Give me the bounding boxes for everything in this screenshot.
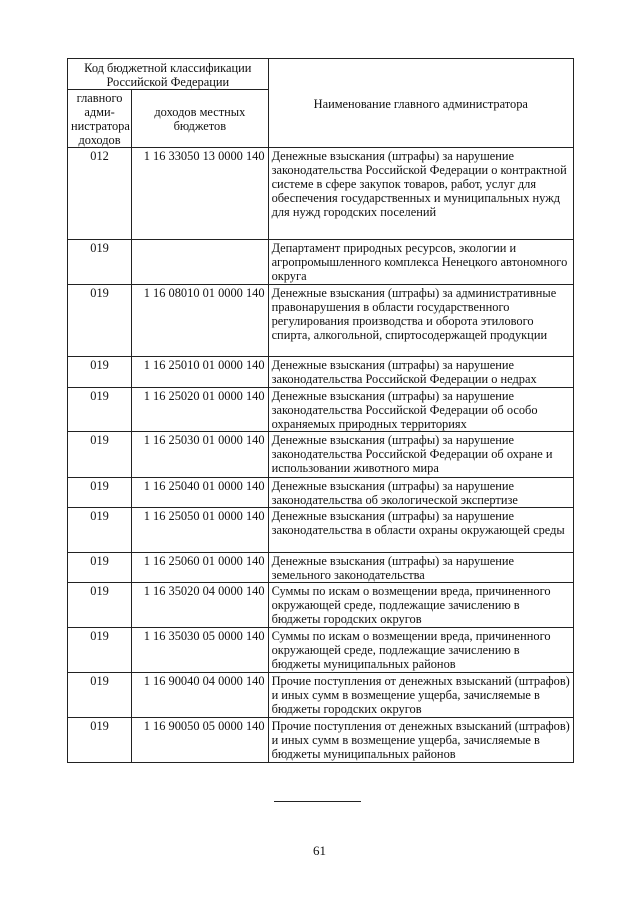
income-code-cell: 1 16 25050 01 0000 140 bbox=[132, 508, 268, 553]
table-row bbox=[68, 388, 574, 432]
description-cell: Денежные взыскания (штрафы) за нарушение законодательства Российской Федерации об охране и использовании животного мира bbox=[268, 432, 573, 478]
description-cell: Суммы по искам о возмещении вреда, причиненного окружающей среде, подлежащие зачислению в бюджеты городских округов bbox=[268, 583, 573, 628]
income-code-cell: 1 16 25040 01 0000 140 bbox=[132, 478, 268, 508]
income-code-cell: 1 16 25030 01 0000 140 bbox=[132, 432, 268, 478]
description-cell: Денежные взыскания (штрафы) за нарушение земельного законодательства bbox=[268, 553, 573, 583]
admin-code-cell: 019 bbox=[68, 718, 132, 763]
income-code-cell: 1 16 90050 05 0000 140 bbox=[132, 718, 268, 763]
admin-code-cell: 019 bbox=[68, 285, 132, 357]
admin-code-cell: 019 bbox=[68, 357, 132, 388]
department-name-cell: Департамент природных ресурсов, экологии и агропромышленного комплекса Ненецкого автономного округа bbox=[268, 240, 573, 285]
table-row bbox=[68, 718, 574, 763]
income-code-cell: 1 16 35030 05 0000 140 bbox=[132, 628, 268, 673]
table-row bbox=[68, 148, 574, 240]
admin-code-cell: 019 bbox=[68, 240, 132, 285]
budget-classification-table bbox=[67, 58, 574, 763]
admin-code-cell: 019 bbox=[68, 583, 132, 628]
income-code-cell: 1 16 25060 01 0000 140 bbox=[132, 553, 268, 583]
admin-code-cell: 019 bbox=[68, 508, 132, 553]
income-code-cell: 1 16 25020 01 0000 140 bbox=[132, 388, 268, 432]
admin-code-cell: 019 bbox=[68, 478, 132, 508]
admin-code-cell: 019 bbox=[68, 628, 132, 673]
table-row bbox=[68, 673, 574, 718]
table-body bbox=[68, 148, 574, 763]
table-row bbox=[68, 553, 574, 583]
description-cell: Денежные взыскания (штрафы) за нарушение законодательства в области охраны окружающей среды bbox=[268, 508, 573, 553]
admin-code-cell: 019 bbox=[68, 388, 132, 432]
description-cell: Прочие поступления от денежных взысканий (штрафов) и иных сумм в возмещение ущерба, зачисляемые в бюджеты городских округов bbox=[268, 673, 573, 718]
income-code-cell bbox=[132, 240, 268, 285]
admin-code-cell: 019 bbox=[68, 432, 132, 478]
table-row bbox=[68, 628, 574, 673]
description-cell: Денежные взыскания (штрафы) за нарушение законодательства Российской Федерации об особо охраняемых природных территориях bbox=[268, 388, 573, 432]
income-code-cell: 1 16 25010 01 0000 140 bbox=[132, 357, 268, 388]
description-cell: Денежные взыскания (штрафы) за нарушение законодательства об экологической экспертизе bbox=[268, 478, 573, 508]
admin-code-cell: 019 bbox=[68, 553, 132, 583]
income-code-cell: 1 16 35020 04 0000 140 bbox=[132, 583, 268, 628]
description-cell: Прочие поступления от денежных взысканий (штрафов) и иных сумм в возмещение ущерба, зачисляемые в бюджеты муниципальных районов bbox=[268, 718, 573, 763]
income-code-cell: 1 16 90040 04 0000 140 bbox=[132, 673, 268, 718]
header-income-code-cell: доходов местных бюджетов bbox=[132, 90, 268, 148]
header-admin-name-cell: Наименование главного администратора bbox=[268, 59, 573, 148]
description-cell: Суммы по искам о возмещении вреда, причиненного окружающей среде, подлежащие зачислению в бюджеты муниципальных районов bbox=[268, 628, 573, 673]
table-row bbox=[68, 285, 574, 357]
admin-code-cell: 019 bbox=[68, 673, 132, 718]
table-row bbox=[68, 583, 574, 628]
table-row bbox=[68, 432, 574, 478]
table-row-department bbox=[68, 240, 574, 285]
table-header bbox=[68, 59, 574, 148]
description-cell: Денежные взыскания (штрафы) за административные правонарушения в области государственного регулирования производства и оборота этилового спирта, алкогольной, спиртосодержащей продукции bbox=[268, 285, 573, 357]
description-cell: Денежные взыскания (штрафы) за нарушение законодательства Российской Федерации о недрах bbox=[268, 357, 573, 388]
admin-code-cell: 012 bbox=[68, 148, 132, 240]
income-code-cell: 1 16 33050 13 0000 140 bbox=[132, 148, 268, 240]
header-group-cell: Код бюджетной классификации Российской Федерации bbox=[68, 59, 269, 90]
page-number: 61 bbox=[313, 843, 326, 858]
table-row bbox=[68, 508, 574, 553]
table-row bbox=[68, 357, 574, 388]
footnote-separator-line bbox=[274, 801, 361, 802]
income-code-cell: 1 16 08010 01 0000 140 bbox=[132, 285, 268, 357]
description-cell: Денежные взыскания (штрафы) за нарушение законодательства Российской Федерации о контрактной системе в сфере закупок товаров, работ, услуг для обеспечения государственных и муниципальных нужд для нужд городских поселений bbox=[268, 148, 573, 240]
header-admin-code-cell: главного адми-нистратора доходов bbox=[68, 90, 132, 148]
table-row bbox=[68, 478, 574, 508]
